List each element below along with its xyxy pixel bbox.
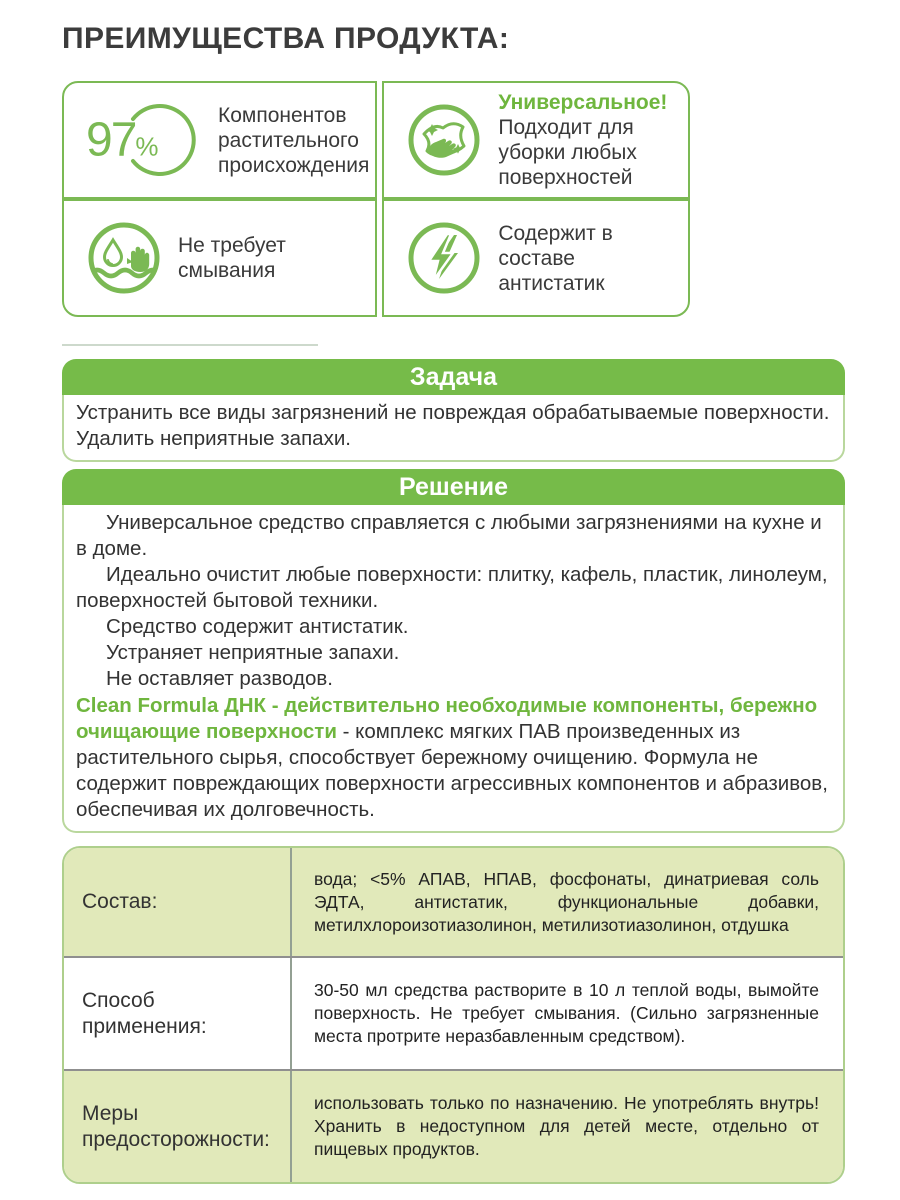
formula-rest: - комплекс мягких ПАВ произведенных из растительного сырья, способствует бережному очищению. Формула не содержит повреждающих поверхности агрессивных компонентов и абразивов, обеспечивая их долговечность. — [76, 720, 828, 821]
row-value-text: использовать только по назначению. Не употреблять внутрь! Хранить в недоступном для детей месте, отдельно от пищевых продуктов. — [314, 1093, 819, 1159]
percent-value: 97% — [86, 113, 159, 167]
benefit-label — [498, 90, 682, 190]
benefit-no-rinse — [62, 199, 377, 317]
benefit-label: Компонентов растительного происхождения — [218, 103, 370, 177]
solution-paragraph: Не оставляет разводов. — [106, 667, 333, 690]
task-line: Удалить неприятные запахи. — [76, 427, 351, 450]
decorative-divider — [62, 344, 318, 346]
row-value — [292, 848, 843, 956]
solution-paragraph: Универсальное средство справляется с любыми загрязнениями на кухне и в доме. — [76, 511, 822, 560]
benefit-antistatic — [382, 199, 690, 317]
solution-section — [62, 469, 845, 833]
page-content — [62, 0, 845, 1184]
benefit-highlight: Универсальное! — [498, 91, 668, 114]
row-value — [292, 958, 843, 1069]
row-label: Состав: — [64, 848, 292, 956]
task-section — [62, 359, 845, 462]
benefit-label: Содержит в составе антистатик — [498, 221, 613, 295]
solution-paragraph: Идеально очистит любые поверхности: плитку, кафель, пластик, линолеум, поверхностей бытовой техники. — [76, 563, 828, 612]
page-title: ПРЕИМУЩЕСТВА ПРОДУКТА: — [62, 22, 510, 55]
row-label: Меры предосторожности: — [64, 1071, 292, 1182]
benefit-universal — [382, 81, 690, 199]
product-info-table — [62, 846, 845, 1184]
benefit-label: Не требует смывания — [178, 234, 286, 282]
row-label: Способ применения: — [64, 958, 292, 1069]
formula-paragraph — [76, 693, 831, 823]
task-body — [62, 395, 845, 462]
formula-highlight: Clean Formula ДНК - действительно необходимые компоненты, бережно очищающие поверхности — [76, 694, 818, 743]
benefits-grid — [62, 81, 690, 317]
antistatic-lightning-icon — [406, 220, 482, 296]
row-value-text: вода; <5% АПАВ, НПАВ, фосфонаты, динатриевая соль ЭДТА, антистатик, функциональные добавки, метилхлороизотиазолинон, метилизотиазолинон, отдушка — [314, 868, 819, 935]
no-rinse-drop-hand-icon — [86, 220, 162, 296]
benefit-subtext: Подходит для уборки любых поверхностей — [498, 116, 637, 189]
solution-body — [62, 505, 845, 833]
table-row-precautions — [64, 1069, 843, 1182]
table-row-composition — [64, 848, 843, 956]
task-line: Устранить все виды загрязнений не повреждая обрабатываемые поверхности. — [76, 401, 830, 424]
row-value-text: 30-50 мл средства растворите в 10 л теплой воды, вымойте поверхность. Не требует смывания. (Сильно загрязненные места протрите неразбавленным средством). — [314, 980, 819, 1046]
solution-paragraph: Средство содержит антистатик. — [106, 615, 409, 638]
benefit-plant-components — [62, 81, 377, 199]
solution-header: Решение — [62, 469, 845, 505]
wiping-hand-cloth-icon — [406, 102, 482, 178]
task-header: Задача — [62, 359, 845, 395]
solution-paragraph: Устраняет неприятные запахи. — [106, 641, 400, 664]
percent-97-arc-icon — [86, 97, 202, 183]
row-value — [292, 1071, 843, 1182]
table-row-usage — [64, 956, 843, 1069]
